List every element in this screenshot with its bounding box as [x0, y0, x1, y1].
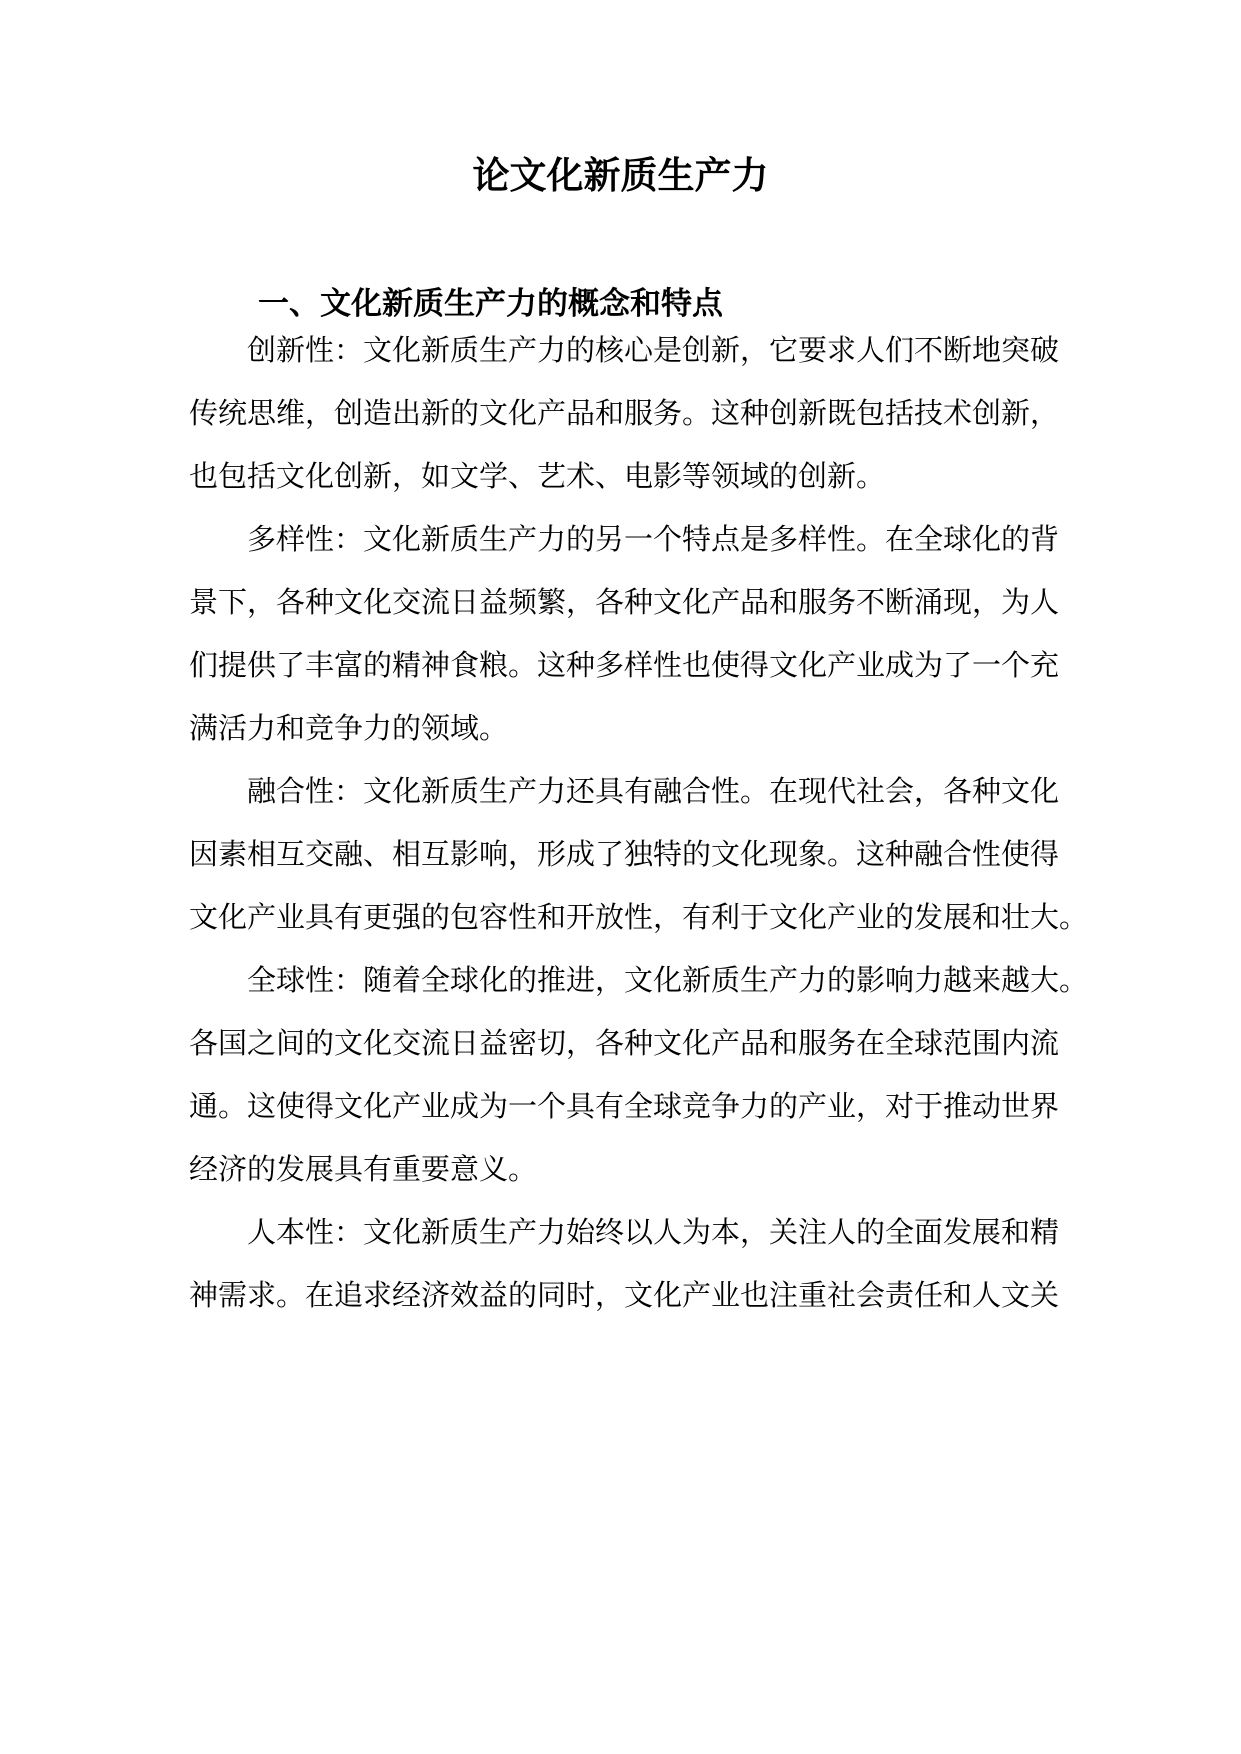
paragraph-line: 全球性：随着全球化的推进，文化新质生产力的影响力越来越大。: [247, 963, 1089, 997]
paragraph-line: 通。这使得文化产业成为一个具有全球竞争力的产业，对于推动世界: [189, 1089, 1060, 1123]
paragraph-line: 人本性：文化新质生产力始终以人为本，关注人的全面发展和精: [247, 1215, 1060, 1249]
paragraph-line: 景下，各种文化交流日益频繁，各种文化产品和服务不断涌现，为人: [189, 585, 1060, 619]
paragraph-line: 文化产业具有更强的包容性和开放性，有利于文化产业的发展和壮大。: [189, 900, 1089, 934]
paragraph-line: 满活力和竞争力的领域。: [189, 711, 509, 745]
paragraph-line: 融合性：文化新质生产力还具有融合性。在现代社会，各种文化: [247, 774, 1060, 808]
paragraph-line: 各国之间的文化交流日益密切，各种文化产品和服务在全球范围内流: [189, 1026, 1060, 1060]
paragraph-line: 也包括文化创新，如文学、艺术、电影等领域的创新。: [189, 459, 886, 493]
paragraph-line: 传统思维，创造出新的文化产品和服务。这种创新既包括技术创新，: [189, 396, 1060, 430]
paragraph-line: 经济的发展具有重要意义。: [189, 1152, 538, 1186]
paragraph-line: 神需求。在追求经济效益的同时，文化产业也注重社会责任和人文关: [189, 1278, 1060, 1312]
section-heading: 一、文化新质生产力的概念和特点: [258, 286, 723, 322]
document-title: 论文化新质生产力: [472, 154, 769, 197]
paragraph-line: 创新性：文化新质生产力的核心是创新，它要求人们不断地突破: [247, 333, 1060, 367]
paragraph-line: 因素相互交融、相互影响，形成了独特的文化现象。这种融合性使得: [189, 837, 1060, 871]
paragraph-line: 们提供了丰富的精神食粮。这种多样性也使得文化产业成为了一个充: [189, 648, 1060, 682]
paragraph-line: 多样性：文化新质生产力的另一个特点是多样性。在全球化的背: [247, 522, 1060, 556]
